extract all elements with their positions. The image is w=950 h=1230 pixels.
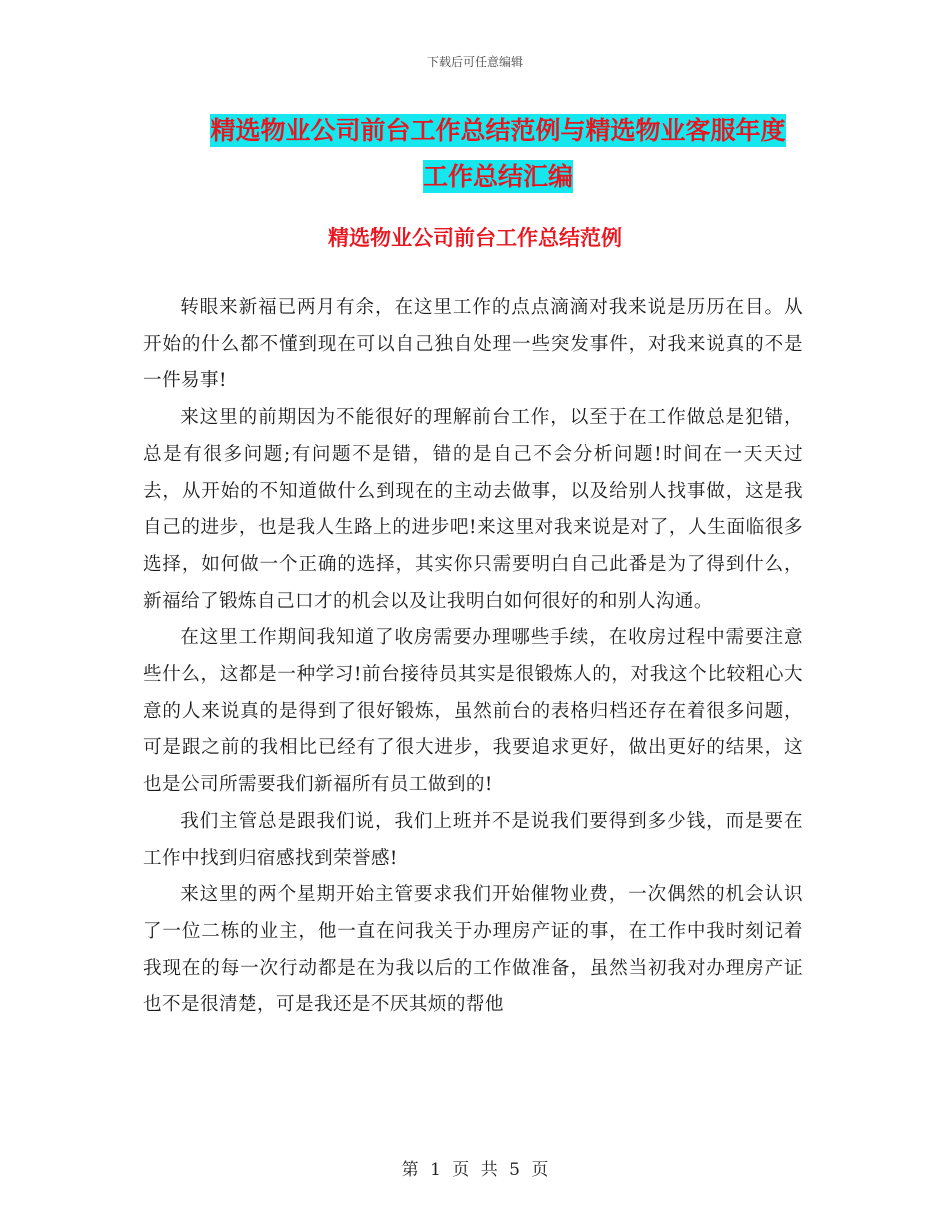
paragraph: 来这里的两个星期开始主管要求我们开始催物业费，一次偶然的机会认识了一位二栋的业主，他一直在问我关于办理房产证的事，在工作中我时刻记着我现在的每一次行动都是在为我以后的工作做准备，虽然当初我对办理房产证也不是很清楚，可是我还是不厌其烦的帮他 (143, 884, 803, 1016)
paragraph: 转眼来新福已两月有余，在这里工作的点点滴滴对我来说是历历在目。从开始的什么都不懂到现在可以自己独自处理一些突发事件，对我来说真的不是一件易事! (143, 297, 803, 392)
title-line-2: 工作总结汇编 (422, 162, 573, 191)
paragraph: 我们主管总是跟我们说，我们上班并不是说我们要得到多少钱，而是要在工作中找到归宿感找到荣誉感! (143, 810, 803, 869)
document-title (192, 108, 804, 200)
paragraph: 在这里工作期间我知道了收房需要办理哪些手续，在收房过程中需要注意些什么，这都是一种学习!前台接待员其实是很锻炼人的，对我这个比较粗心大意的人来说真的是得到了很好锻炼，虽然前台的表格归档还存在着很多问题，可是跟之前的我相比已经有了很大进步，我要追求更好，做出更好的结果，这也是公司所需要我们新福所有员工做到的! (143, 627, 803, 796)
page-footer: 第 1 页 共 5 页 (401, 1160, 549, 1180)
section-title: 精选物业公司前台工作总结范例 (328, 226, 622, 250)
header-note: 下载后可任意编辑 (426, 55, 523, 69)
paragraph: 来这里的前期因为不能很好的理解前台工作，以至于在工作做总是犯错，总是有很多问题;有问题不是错，错的是自己不会分析问题!时间在一天天过去，从开始的不知道做什么到现在的主动去做事，以及给别人找事做，这是我自己的进步，也是我人生路上的进步吧!来这里对我来说是对了，人生面临很多选择，如何做一个正确的选择，其实你只需要明白自己此番是为了得到什么，新福给了锻炼自己口才的机会以及让我明白如何很好的和别人沟通。 (143, 407, 803, 612)
body-text (143, 290, 803, 1024)
title-line-1: 精选物业公司前台工作总结范例与精选物业客服年度 (210, 116, 786, 145)
